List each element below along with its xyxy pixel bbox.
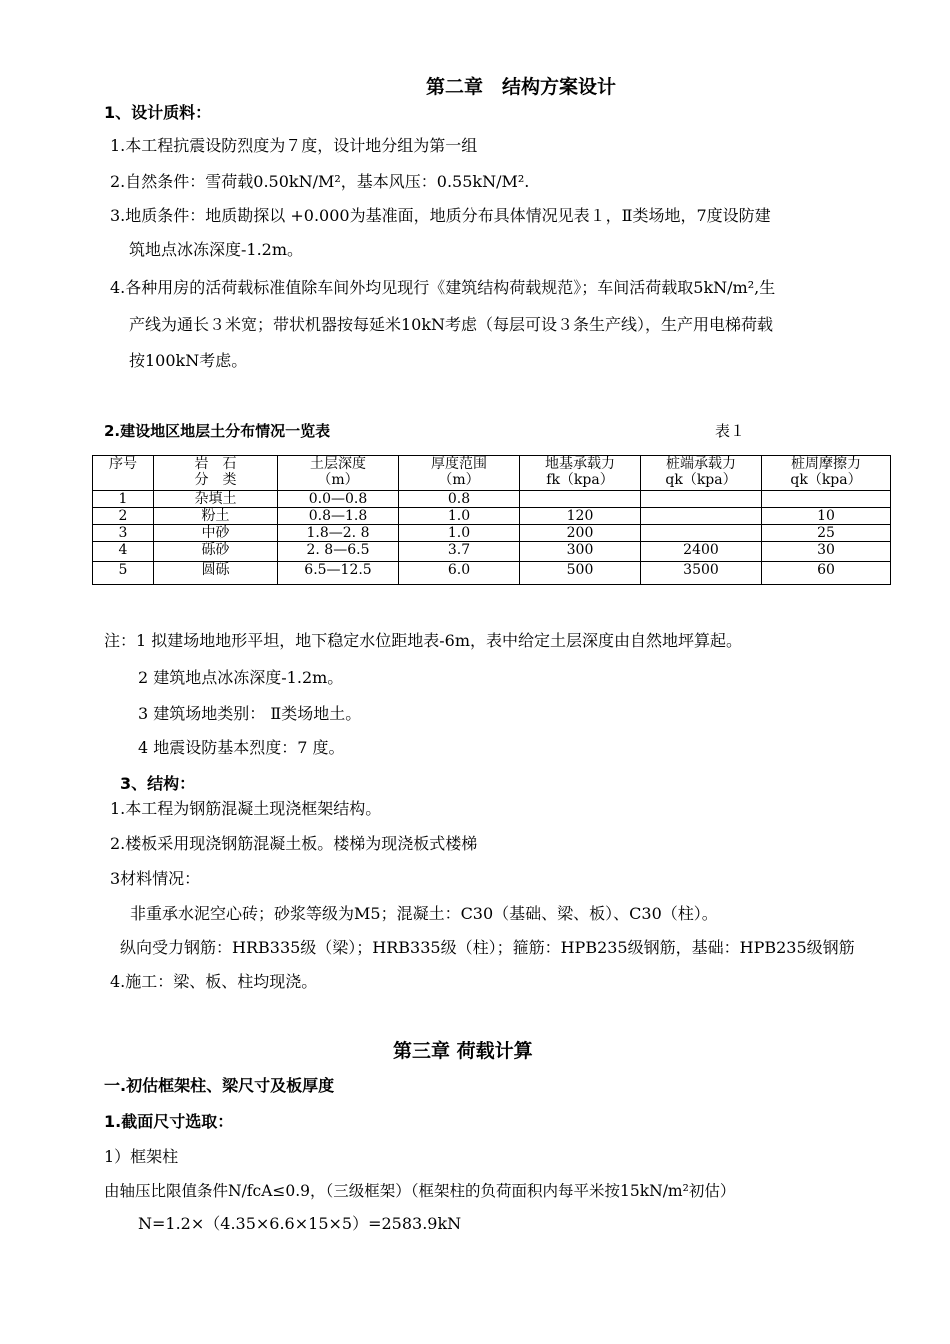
- table-cell: 500: [520, 562, 641, 585]
- table-cell: 0.0—0.8: [278, 491, 399, 508]
- note-line: 2 建筑地点冰冻深度-1.2m。: [138, 668, 344, 687]
- section1-item: 4.各种用房的活荷载标准值除车间外均见现行《建筑结构荷载规范》；车间活荷载取5kN/m²,生: [110, 278, 776, 297]
- table-cell: 1.0: [399, 508, 520, 525]
- chapter3-text: 由轴压比限值条件N/fcA≤0.9，（三级框架）（框架柱的负荷面积内每平米按15kN/m²初估）: [104, 1182, 736, 1200]
- table-cell: 圆砾: [154, 562, 278, 585]
- table-row: [93, 562, 891, 585]
- table-cell: 6.0: [399, 562, 520, 585]
- table-cell: 60: [762, 562, 891, 585]
- table-cell: 30: [762, 542, 891, 562]
- header-cell: 岩 石 分 类: [154, 456, 278, 491]
- table-cell: 6.5—12.5: [278, 562, 399, 585]
- table-cell: 0.8: [399, 491, 520, 508]
- table-cell: 3: [93, 525, 154, 542]
- table-cell: 0.8—1.8: [278, 508, 399, 525]
- header-cell: 地基承载力 fk（kpa）: [520, 456, 641, 491]
- section3-item: 1.本工程为钢筋混凝土现浇框架结构。: [110, 799, 382, 818]
- table-cell: 1.8—2. 8: [278, 525, 399, 542]
- table-cell: 25: [762, 525, 891, 542]
- table-row: [93, 508, 891, 525]
- chapter3-subheading: 1.截面尺寸选取：: [104, 1112, 234, 1131]
- table-row: [93, 542, 891, 562]
- header-cell: 桩端承载力 qk（kpa）: [641, 456, 762, 491]
- header-cell: 桩周摩擦力 qk（kpa）: [762, 456, 891, 491]
- table-cell: 粉土: [154, 508, 278, 525]
- table-row: [93, 525, 891, 542]
- table-cell: 砾砂: [154, 542, 278, 562]
- section1-item: 筑地点冰冻深度-1.2m。: [129, 240, 304, 259]
- table-cell: 中砂: [154, 525, 278, 542]
- table-cell: 2400: [641, 542, 762, 562]
- section1-item: 产线为通长３米宽；带状机器按每延米10kN考虑（每层可设３条生产线），生产用电梯荷载: [129, 315, 774, 334]
- section1-item: 1.本工程抗震设防烈度为７度，设计地分组为第一组: [110, 136, 478, 155]
- note-line: 注：1 拟建场地地形平坦，地下稳定水位距地表-6m，表中给定土层深度由自然地坪算起。: [104, 631, 743, 650]
- table-cell: 2: [93, 508, 154, 525]
- section3-item: 非重承水泥空心砖；砂浆等级为M5；混凝土：C30（基础、梁、板）、C30（柱）。: [130, 904, 718, 923]
- note-line: 4 地震设防基本烈度：7 度。: [138, 738, 345, 757]
- section3-item: 2.楼板采用现浇钢筋混凝土板。楼梯为现浇板式楼梯: [110, 834, 478, 853]
- section1-item: 2.自然条件：雪荷载0.50kN/M²，基本风压：0.55kN/M².: [110, 172, 530, 191]
- chapter3-title: 第三章 荷载计算: [393, 1040, 533, 1062]
- table-cell: [762, 491, 891, 508]
- table-cell: [641, 491, 762, 508]
- table-title: 2.建设地区地层土分布情况一览表: [104, 422, 331, 440]
- section3-item: 4.施工：梁、板、柱均现浇。: [110, 972, 318, 991]
- chapter3-subheading: 一.初估框架柱、梁尺寸及板厚度: [104, 1076, 335, 1095]
- table-cell: 3.7: [399, 542, 520, 562]
- table-cell: 5: [93, 562, 154, 585]
- table-cell: 3500: [641, 562, 762, 585]
- table-cell: 1.0: [399, 525, 520, 542]
- section1-item: 按100kN考虑。: [129, 351, 248, 370]
- table-cell: 300: [520, 542, 641, 562]
- table-cell: 1: [93, 491, 154, 508]
- note-line: 3 建筑场地类别： Ⅱ类场地土。: [138, 704, 362, 723]
- table-cell: [641, 525, 762, 542]
- section3-item: 3材料情况：: [110, 869, 201, 888]
- table-cell: 10: [762, 508, 891, 525]
- table-label: 表１: [715, 422, 746, 440]
- table-cell: 2. 8—6.5: [278, 542, 399, 562]
- table-cell: 杂填土: [154, 491, 278, 508]
- table-cell: [520, 491, 641, 508]
- chapter3-item: 1）框架柱: [104, 1147, 179, 1166]
- soil-distribution-table: [92, 455, 891, 585]
- chapter2-title: 第二章 结构方案设计: [426, 76, 617, 98]
- header-cell: 厚度范围 （m）: [399, 456, 520, 491]
- table-cell: 200: [520, 525, 641, 542]
- section1-item: 3.地质条件：地质勘探以 +0.000为基准面，地质分布具体情况见表１，Ⅱ类场地，7度设防建: [110, 206, 771, 225]
- table-header-row: [93, 456, 891, 491]
- section3-item: 纵向受力钢筋：HRB335级（梁）；HRB335级（柱）；箍筋：HPB235级钢筋，基础：HPB235级钢筋: [120, 938, 855, 957]
- section1-heading: 1、设计质料：: [104, 103, 212, 122]
- header-cell: 土层深度 （m）: [278, 456, 399, 491]
- header-cell: 序号: [93, 456, 154, 491]
- table-cell: [641, 508, 762, 525]
- section3-heading: 3、结构：: [120, 774, 196, 793]
- chapter3-formula: N=1.2×（4.35×6.6×15×5）=2583.9kN: [138, 1214, 462, 1233]
- table-cell: 120: [520, 508, 641, 525]
- table-cell: 4: [93, 542, 154, 562]
- table-row: [93, 491, 891, 508]
